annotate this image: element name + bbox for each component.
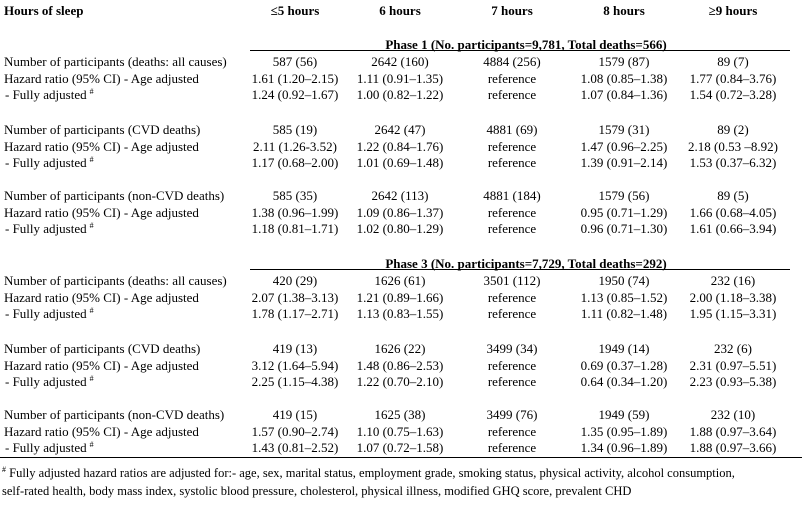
table-cell: 0.64 (0.34–1.20) xyxy=(580,374,668,389)
table-cell: reference xyxy=(487,374,537,389)
table-cell: 2.00 (1.18–3.38) xyxy=(689,289,777,305)
table-cell: 587 (56) xyxy=(272,54,318,69)
table-cell: 1.07 (0.84–1.36) xyxy=(580,87,668,102)
table-cell: 2642 (160) xyxy=(371,54,429,69)
table-cell: reference xyxy=(487,440,537,455)
row-label xyxy=(4,71,199,87)
header-row-label: Hours of sleep xyxy=(4,3,84,18)
row-label xyxy=(4,341,200,357)
table-cell: 1.34 (0.96–1.89) xyxy=(580,440,668,455)
table-cell: 1.66 (0.68–4.05) xyxy=(689,204,777,220)
table-cell: 2642 (47) xyxy=(374,122,426,137)
table-cell: 1.02 (0.80–1.29) xyxy=(356,221,444,236)
table-cell: 1.54 (0.72–3.28) xyxy=(689,87,777,102)
table-cell: 3.12 (1.64–5.94) xyxy=(251,357,339,373)
table-cell: 419 (13) xyxy=(272,341,318,356)
header-col-8: 8 hours xyxy=(603,3,645,18)
table-cell: 419 (15) xyxy=(272,407,318,422)
row-label-text: - Fully adjusted xyxy=(5,374,87,389)
table-cell: 1.22 (0.84–1.76) xyxy=(356,138,444,154)
table-cell: 1.43 (0.81–2.52) xyxy=(251,440,339,455)
row-label-text: - Fully adjusted xyxy=(5,87,87,102)
row-label-marker: # xyxy=(89,305,94,315)
footnote-line-1 xyxy=(2,465,735,482)
row-label xyxy=(4,273,227,289)
table-cell: 1.95 (1.15–3.31) xyxy=(689,306,777,321)
row-label xyxy=(5,221,94,237)
footnote-line-2: self-rated health, body mass index, systolic blood pressure, cholesterol, physical illness, modified GHQ score, prevalent CHD xyxy=(2,484,632,498)
table-cell: 585 (35) xyxy=(272,188,318,203)
table-cell: 3501 (112) xyxy=(483,273,541,288)
row-label xyxy=(5,155,94,171)
table-cell: reference xyxy=(487,357,537,373)
row-label-text: Hazard ratio (95% CI) - Age adjusted xyxy=(4,70,199,86)
row-label-text: Hazard ratio (95% CI) - Age adjusted xyxy=(4,138,199,154)
row-label-text: Number of participants (CVD deaths) xyxy=(4,341,201,356)
table-cell: 1625 (38) xyxy=(374,407,426,422)
row-label-marker: # xyxy=(89,86,94,96)
table-cell: 1.13 (0.83–1.55) xyxy=(356,306,444,321)
row-label-text: - Fully adjusted xyxy=(5,221,87,236)
table-cell: 1579 (87) xyxy=(598,54,650,69)
row-label xyxy=(5,87,94,103)
row-label-marker: # xyxy=(89,220,94,230)
table-cell: 232 (16) xyxy=(710,273,756,288)
table-cell: 1.48 (0.86–2.53) xyxy=(356,357,444,373)
table-cell: 2642 (113) xyxy=(371,188,429,203)
table-cell: 1.09 (0.86–1.37) xyxy=(356,204,444,220)
table-cell: 420 (29) xyxy=(272,273,318,288)
table-cell: 0.95 (0.71–1.29) xyxy=(580,204,668,220)
table-cell: 1.47 (0.96–2.25) xyxy=(580,138,668,154)
table-cell: 1.07 (0.72–1.58) xyxy=(356,440,444,455)
table-cell: 1.57 (0.90–2.74) xyxy=(251,423,339,439)
table-cell: reference xyxy=(487,155,537,170)
row-label xyxy=(4,188,224,204)
row-label-text: Hazard ratio (95% CI) - Age adjusted xyxy=(4,204,199,220)
table-cell: reference xyxy=(487,221,537,236)
row-label-text: - Fully adjusted xyxy=(5,306,87,321)
table-cell: 1950 (74) xyxy=(598,273,650,288)
header-col-6: 6 hours xyxy=(379,3,421,18)
table-cell: 1579 (31) xyxy=(598,122,650,137)
row-label-text: - Fully adjusted xyxy=(5,440,87,455)
footnote-text-1: Fully adjusted hazard ratios are adjusted for:- age, sex, marital status, employment grade, smoking status, physical activity, alcohol consumption, xyxy=(6,466,735,480)
row-label-marker: # xyxy=(89,154,94,164)
phase-rule xyxy=(250,50,790,51)
phase-title: Phase 1 (No. participants=9,781, Total deaths=566) xyxy=(385,37,667,52)
row-label-text: Number of participants (deaths: all causes) xyxy=(4,54,227,69)
table-cell: 1.61 (0.66–3.94) xyxy=(689,221,777,236)
table-cell: 3499 (34) xyxy=(486,341,538,356)
table-cell: reference xyxy=(487,289,537,305)
table-cell: 1626 (61) xyxy=(374,273,426,288)
table-cell: 232 (6) xyxy=(714,341,752,356)
footnote-divider xyxy=(0,457,802,458)
table-cell: 1.11 (0.82–1.48) xyxy=(580,306,668,321)
table-cell: 1.39 (0.91–2.14) xyxy=(580,155,668,170)
table-cell: 1.53 (0.37–6.32) xyxy=(689,155,777,170)
row-label xyxy=(4,290,199,306)
table-cell: 2.18 (0.53 –8.92) xyxy=(688,138,778,154)
row-label-text: - Fully adjusted xyxy=(5,155,87,170)
table-cell: 0.96 (0.71–1.30) xyxy=(580,221,668,236)
table-cell: 1.08 (0.85–1.38) xyxy=(580,70,668,86)
row-label-text: Hazard ratio (95% CI) - Age adjusted xyxy=(4,289,199,305)
table-cell: 4881 (69) xyxy=(486,122,538,137)
table-cell: 2.25 (1.15–4.38) xyxy=(251,374,339,389)
row-label-marker: # xyxy=(89,439,94,449)
row-label xyxy=(4,54,227,70)
table-cell: 1.88 (0.97–3.64) xyxy=(689,423,777,439)
row-label xyxy=(5,440,94,456)
table-cell: 1.18 (0.81–1.71) xyxy=(251,221,339,236)
table-cell: 4881 (184) xyxy=(483,188,541,203)
footnote-marker: # xyxy=(2,464,6,474)
header-col-7: 7 hours xyxy=(491,3,533,18)
table-cell: reference xyxy=(487,138,537,154)
table-cell: 1.21 (0.89–1.66) xyxy=(356,289,444,305)
table-cell: 1.10 (0.75–1.63) xyxy=(356,423,444,439)
row-label xyxy=(4,122,200,138)
table-cell: 1949 (14) xyxy=(598,341,650,356)
table-cell: 89 (2) xyxy=(717,122,749,137)
phase-title: Phase 3 (No. participants=7,729, Total deaths=292) xyxy=(385,256,667,271)
row-label-text: Number of participants (deaths: all causes) xyxy=(4,273,227,288)
table-cell: 1.11 (0.91–1.35) xyxy=(356,70,444,86)
table-cell: 1.35 (0.95–1.89) xyxy=(580,423,668,439)
row-label-text: Number of participants (CVD deaths) xyxy=(4,122,201,137)
row-label xyxy=(4,358,199,374)
table-cell: 1.78 (1.17–2.71) xyxy=(251,306,339,321)
table-cell: 2.31 (0.97–5.51) xyxy=(689,357,777,373)
row-label-text: Number of participants (non-CVD deaths) xyxy=(4,407,225,422)
row-label xyxy=(5,374,94,390)
row-label xyxy=(4,139,199,155)
table-cell: 2.11 (1.26-3.52) xyxy=(252,138,337,154)
table-cell: 1.01 (0.69–1.48) xyxy=(356,155,444,170)
table-cell: 1.13 (0.85–1.52) xyxy=(580,289,668,305)
table-cell: reference xyxy=(487,70,537,86)
table-cell: reference xyxy=(487,204,537,220)
table-cell: reference xyxy=(487,306,537,321)
table-cell: 3499 (76) xyxy=(486,407,538,422)
row-label xyxy=(5,306,94,322)
row-label-marker: # xyxy=(89,373,94,383)
table-cell: 1949 (59) xyxy=(598,407,650,422)
table-cell: 2.23 (0.93–5.38) xyxy=(689,374,777,389)
table-cell: 1.00 (0.82–1.22) xyxy=(356,87,444,102)
row-label-text: Hazard ratio (95% CI) - Age adjusted xyxy=(4,423,199,439)
table-cell: 1.77 (0.84–3.76) xyxy=(689,70,777,86)
row-label-text: Hazard ratio (95% CI) - Age adjusted xyxy=(4,357,199,373)
phase-rule xyxy=(250,269,790,270)
row-label xyxy=(4,205,199,221)
table-cell: 1626 (22) xyxy=(374,341,426,356)
table-cell: reference xyxy=(487,423,537,439)
table-cell: 1.22 (0.70–2.10) xyxy=(356,374,444,389)
row-label xyxy=(4,424,199,440)
table-cell: 89 (5) xyxy=(717,188,749,203)
table-cell: 232 (10) xyxy=(710,407,756,422)
table-cell: reference xyxy=(487,87,537,102)
table-cell: 1579 (56) xyxy=(598,188,650,203)
table-cell: 0.69 (0.37–1.28) xyxy=(580,357,668,373)
table-cell: 1.24 (0.92–1.67) xyxy=(251,87,339,102)
table-cell: 1.61 (1.20–2.15) xyxy=(251,70,339,86)
table-cell: 1.17 (0.68–2.00) xyxy=(251,155,339,170)
table-cell: 1.38 (0.96–1.99) xyxy=(251,204,339,220)
table-cell: 89 (7) xyxy=(717,54,749,69)
header-col-ge9: ≥9 hours xyxy=(708,3,758,18)
table-cell: 585 (19) xyxy=(272,122,318,137)
row-label-text: Number of participants (non-CVD deaths) xyxy=(4,188,225,203)
table-cell: 4884 (256) xyxy=(483,54,541,69)
row-label xyxy=(4,407,224,423)
header-col-le5: ≤5 hours xyxy=(270,3,320,18)
table-cell: 2.07 (1.38–3.13) xyxy=(251,289,339,305)
table-cell: 1.88 (0.97–3.66) xyxy=(689,440,777,455)
